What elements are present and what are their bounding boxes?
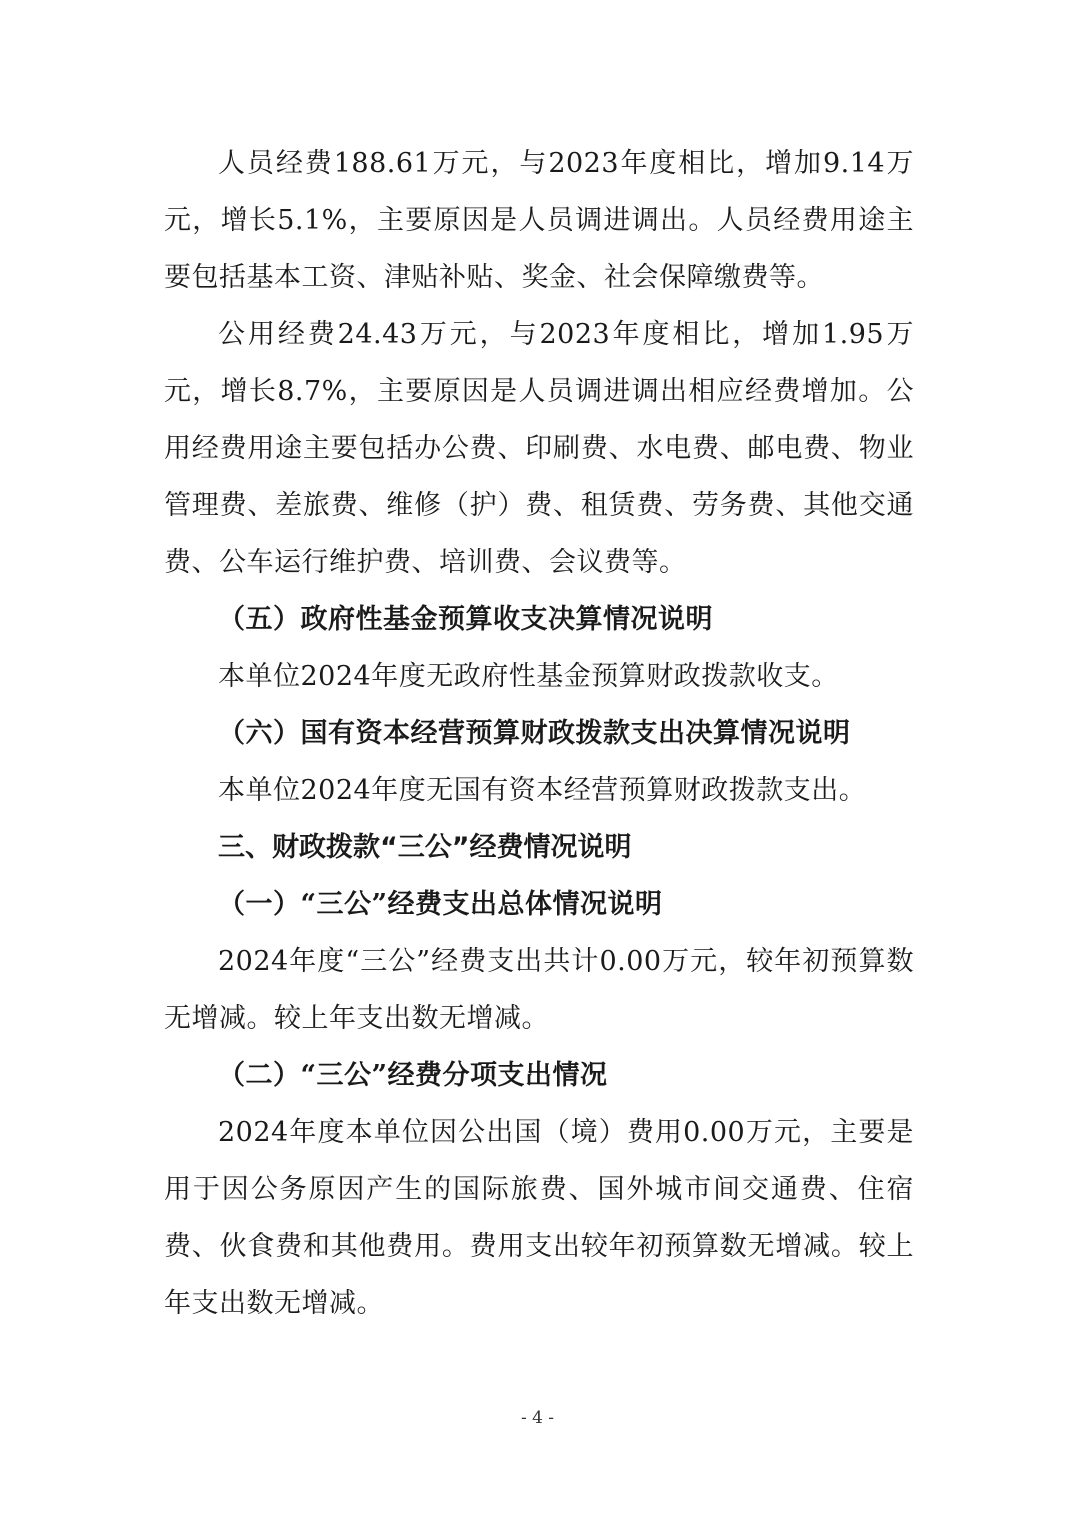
heading-three-public-itemized: （二）“三公”经费分项支出情况	[218, 1060, 608, 1091]
paragraph-state-capital-budget: 本单位2024年度无国有资本经营预算财政拨款支出。	[218, 775, 867, 806]
heading-state-capital-budget: （六）国有资本经营预算财政拨款支出决算情况说明	[218, 718, 851, 749]
heading-government-fund-budget: （五）政府性基金预算收支决算情况说明	[218, 604, 713, 635]
paragraph-public-expenses: 公用经费24.43万元，与2023年度相比，增加1.95万元，增长8.7%，主要原因是人员调进调出相应经费增加。公用经费用途主要包括办公费、印刷费、水电费、邮电费、物业管理费、差旅费、维修（护）费、租赁费、劳务费、其他交通费、公车运行维护费、培训费、会议费等。	[164, 319, 914, 578]
paragraph-three-public-itemized: 2024年度本单位因公出国（境）费用0.00万元，主要是用于因公务原因产生的国际旅费、国外城市间交通费、住宿费、伙食费和其他费用。费用支出较年初预算数无增减。较上年支出数无增减。	[164, 1117, 914, 1319]
heading-three-public-overall: （一）“三公”经费支出总体情况说明	[218, 889, 663, 920]
heading-three-public-expenses: 三、财政拨款“三公”经费情况说明	[218, 832, 632, 863]
paragraph-government-fund-budget: 本单位2024年度无政府性基金预算财政拨款收支。	[218, 661, 839, 692]
page-number: - 4 -	[520, 1408, 555, 1428]
document-body	[164, 135, 914, 1332]
paragraph-three-public-overall: 2024年度“三公”经费支出共计0.00万元，较年初预算数无增减。较上年支出数无增减。	[164, 946, 914, 1034]
paragraph-personnel-expenses: 人员经费188.61万元，与2023年度相比，增加9.14万元，增长5.1%，主要原因是人员调进调出。人员经费用途主要包括基本工资、津贴补贴、奖金、社会保障缴费等。	[164, 148, 914, 293]
